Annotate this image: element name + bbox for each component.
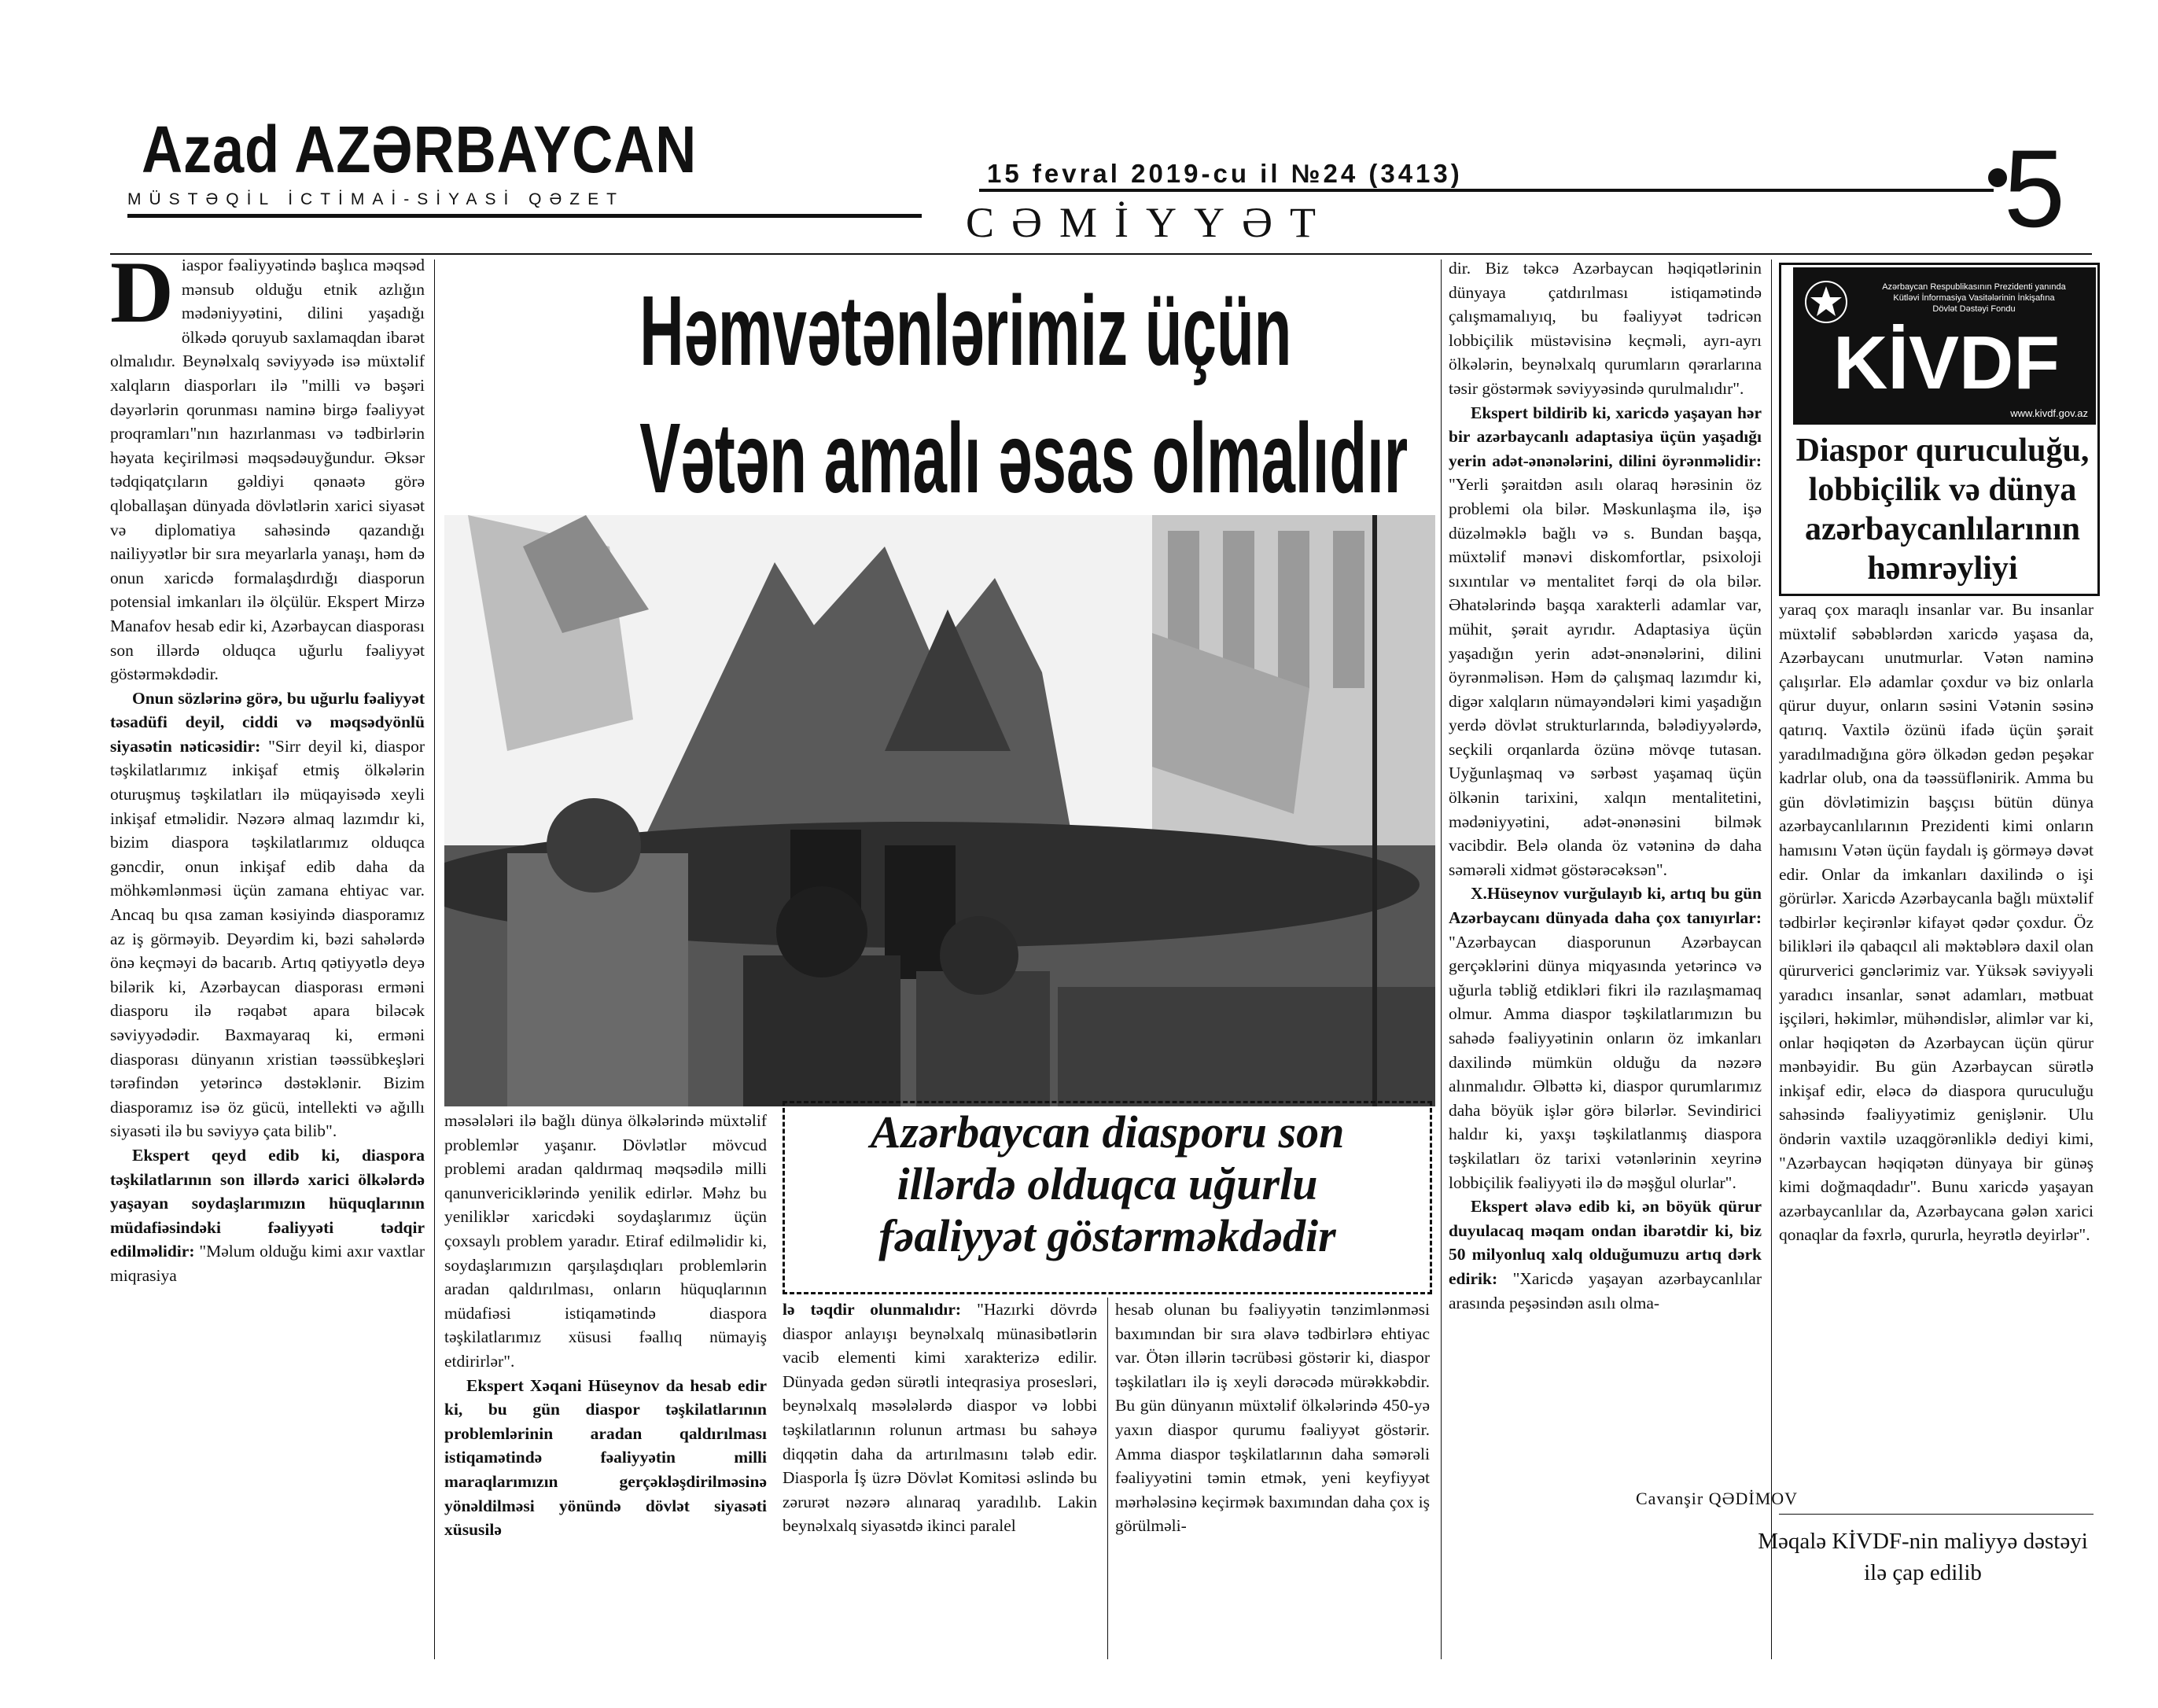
drop-cap: D [110, 244, 174, 341]
column-divider [1441, 260, 1442, 1659]
paragraph: "Yerli şəraitdən asılı olaraq hərəsinin öz problemi ola bilər. Məskunlaşma ilə, işə düzəlməklə bağlı və s. Bundan başqa, müxtəlif mənəvi diskomfortlar, psixoloji sıxıntılar və mentalitet fərqi də ola bilər. Əhatələrində başqa xarakterli adamlar var, mühit, şərait ayrıdır. Adaptasiya üçün yaşadığın yerin adət-ənənələrini, dilini öyrənməlisən. Həm də çalışmaq lazımdır ki, digər xalqların nümayəndələri kimi yaşadığın yerdə dövlət strukturlarında, bələdiyyələrdə, seçkili orqanlarda özünə mövqe tutasan. Uyğunlaşmaq və sərbəst yaşamaq üçün ölkənin tarixini, xalqın mentalitetini, mədəniyyətini, adət-ənənəsini bilmək vacibdir. Belə olanda öz vətəninə də daha səmərəli xidmət göstərəcəksən". [1449, 475, 1762, 879]
page-number: 5 [2004, 127, 2065, 250]
article-column-1 [110, 244, 425, 1288]
paragraph: "Xaricdə yaşayan azərbaycanlılar arasında peşəsindən asılı olma- [1449, 1268, 1762, 1312]
paragraph: "Azərbaycan diasporunun Azərbaycan gerçəklərini dünya miqyasında yetərincə və uğurla təbliğ etdikləri fikri ilə razılaşmamaq olmur. Amma diaspor təşkilatlarımızın bu sahədə fəaliyyətinin onların öz imkanları daxilində mümkün olduğu da nəzərə alınmalıdır. Əlbəttə ki, diaspor qurumlarımız daha böyük işlər görə bilərlər. Sevindirici haldır ki, yaxşı təşkilatlanmış diaspora təşkilatları öz tarixi vətənlərinin xeyrinə lobbiçilik fəaliyyəti ilə də məşğul olurlar". [1449, 932, 1762, 1192]
section-title: CƏMİYYƏT [966, 199, 1333, 246]
newspaper-subtitle: MÜSTƏQİL İCTİMAİ-SİYASİ QƏZET [127, 190, 624, 208]
paragraph: hesab olunan bu fəaliyyətin tənzimlənməsi baxımından bir sıra əlavə tədbirlərə ehtiyac var. Ötən illərin təcrübəsi göstərir ki, diaspor təşkilatları ilə iş xeyli dərəcədə mürəkkəbdir. Bu gün dünyanın müxtəlif ölkələrində 450-yə yaxın diaspor qurumu fəaliyyət göstərir. Amma diaspor təşkilatlarının daha səmərəli fəaliyyətini təmin etmək, yeni keyfiyyət mərhələsinə keçirmək baxımından daha çox iş görülməli- [1115, 1300, 1430, 1536]
paragraph-lead: Onun sözlərinə görə, bu uğurlu fəaliyyət təsadüfi deyil, ciddi və məqsədyönlü siyasətin nəticəsidir: [110, 688, 425, 756]
kivdf-header-line: Kütləvi İnformasiya Vasitələrinin İnkişafına [1893, 293, 2055, 303]
paragraph: yaraq çox maraqlı insanlar var. Bu insanlar müxtəlif səbəblərdən xaricdə yaşasa da, Azərbaycanı unutmurlar. Vətən naminə çalışırlar. Elə adamlar çoxdur və biz onlarla qürur duyur, onların səsini Vətənin səsinə qatırıq. Vaxtilə özünü ifadə üçün şərait yaradılmadığına görə ölkədən gedən peşəkar kadrlar olub, ona da təəssüflənirik. Amma bu gün dövlətimizin başçısı bütün dünya azərbaycanlılarının Prezidenti kimi onların hamısını Vətən üçün faydalı iş görməyə dəvət edir. Onlar da imkanları daxilində o işi görürlər. Xaricdə Azərbaycanla bağlı müxtəlif tədbirlər keçirənlər kifayət qədər çoxdur. Öz bilikləri ilə qabaqcıl ali məktəblərə daxil olan qürurverici gənclərimiz var. Yüksək səviyyəli yaradıcı insanlar, sənət adamları, mətbuat işçiləri, həkimlər, mühəndislər, alimlər var ki, onlar həqiqətən də Azərbaycan üçün qürur mənbəyidir. Bu gün Azərbaycan sürətlə inkişaf edir, eləcə də diaspora quruculuğu sahəsində fəaliyyətimiz genişlənir. Ulu öndərin vaxtilə uzaqgörənliklə dediyi kimi, "Azərbaycan həqiqətən dünyaya bir günəş kimi doğmaqdadır". Bunu xaricdə yaşayan azərbaycanlılar da, Azərbaycana gələn xarici qonaqlar da fəxrlə, qururla, heyrətlə deyirlər". [1779, 600, 2094, 1245]
author-signature: Cavanşir QƏDİMOV [1636, 1489, 1799, 1508]
main-headline [639, 267, 1409, 522]
column-divider [1107, 1298, 1108, 1659]
headline-line: Həmvətənlərimiz üçün [639, 275, 1292, 386]
article-column-2 [444, 1109, 767, 1542]
pull-quote-line: Azərbaycan diasporu son [870, 1106, 1345, 1158]
column-divider [434, 260, 435, 1659]
paragraph-lead: X.Hüseynov vurğulayıb ki, artıq bu gün Azərbaycanı dünyada daha çox tanıyırlar: [1449, 884, 1762, 928]
paragraph: "Hazırki dövrdə diaspor anlayışı beynəlxalq münasibətlərin vacib elementi kimi xarakterizə edilir. Dünyada gedən sürətli inteqrasiya prosesləri, beynəlxalq məsələlərdə diaspor və lobbi təşkilatlarının rolunun artması bu sahəyə diqqətin daha da artırılmasını tələb edir. Diasporla İş üzrə Dövlət Komitəsi əslində bu zərurət nəzərə alınaraq yaradılıb. Lakin beynəlxalq siyasətdə ikinci paralel [783, 1300, 1098, 1536]
article-column-5 [1449, 256, 1762, 1315]
pull-quote-box [783, 1101, 1432, 1294]
paragraph: məsələləri ilə bağlı dünya ölkələrində müxtəlif problemlər yaşanır. Dövlətlər mövcud problemi aradan qaldırmaq məqsədilə milli qanunvericiklərində yenilik edirlər. Məhz bu yeniliklər xaricdəki soydaşlarımız üçün çoxsaylı problem yaradır. Etiraf edilməlidir ki, soydaşlarımızın qarşılaşdıqları problemlərin aradan qaldırılması, onların hüquqlarının müdafiəsi istiqamətində diaspora təşkilatlarımız xüsusi fəallıq nümayiş etdirirlər". [444, 1111, 767, 1371]
article-column-4 [1115, 1298, 1430, 1538]
masthead-rule-right [979, 189, 1994, 192]
issue-date: 15 fevral 2019-cu il №24 (3413) [987, 159, 1463, 188]
paragraph-lead: Ekspert bildirib ki, xaricdə yaşayan hər bir azərbaycanlı adaptasiya üçün yaşadığı yerin adət-ənənələrini, dilini öyrənməlidir: [1449, 403, 1762, 470]
column-divider [1771, 260, 1772, 1659]
masthead-rule-left [127, 214, 922, 218]
paragraph: "Məlum olduğu kimi axır vaxtlar miqrasiya [110, 1242, 425, 1285]
kivdf-banner [1793, 267, 2096, 425]
signature-rule [1779, 1514, 2094, 1515]
newspaper-title: Azad AZƏRBAYCAN [142, 112, 698, 186]
article-column-6 [1779, 598, 2094, 1247]
pull-quote-line: fəaliyyət göstərməkdədir [878, 1210, 1336, 1261]
paragraph-lead: Ekspert əlavə edib ki, ən böyük qürur duyulacaq məqam ondan ibarətdir ki, biz 50 milyonluq xalq olduğumuzu artıq dərk edirik: [1449, 1197, 1762, 1288]
emblem-icon [1804, 280, 1848, 324]
sidebar-box-title: Diaspor quruculuğu, lobbiçilik və dünya azərbaycanlılarının həmrəyliyi [1795, 433, 2090, 587]
headline-line: Vətən amalı əsas olmalıdır [639, 403, 1409, 514]
kivdf-header-line: Azərbaycan Respublikasının Prezidenti yanında [1882, 282, 2066, 292]
sponsor-note: Məqalə KİVDF-nin maliyyə dəstəyi ilə çap edilib [1758, 1529, 2088, 1585]
paragraph: iaspor fəaliyyətində başlıca məqsəd mənsub olduğu etnik azlığın mədəniyyətini, dilini yaşadığı ölkədə qoruyub saxlamaqdan ibarət olmalıdır. Beynəlxalq səviyyədə isə müxtəlif xalqların diasporları ilə "milli və bəşəri dəyərlərin qorunması naminə birgə fəaliyyət proqramları"nın hazırlanması və tədbirlərin həyata keçirilməsi məqsədəuyğundur. Əksər tədqiqatçıların gəldiyi qənaətə görə qloballaşan dünyada dövlətlərin xarici siyasət və diplomatiya sahəsində qazandığı nailiyyətlər bir sıra meyarlarla yanaşı, həm də onun xaricdə formalaşdırdığı diasporun potensial imkanları ilə ölçülür. Ekspert Mirzə Manafov hesab edir ki, Azərbaycan diasporası son illərdə olduqca uğurlu fəaliyyət göstərməkdədir. [110, 256, 425, 684]
paragraph: "Sirr deyil ki, diaspor təşkilatlarımız inkişaf etmiş ölkələrin oturuşmuş təşkilatları ilə müqayisədə xeyli inkişaf etməlidir. Nəzərə almaq lazımdır ki, bizim diaspora təşkilatlarımız olduqca gəncdir, onun inkişaf edib daha da möhkəmlənməsi üçün zamana ehtiyac var. Ancaq bu qısa zaman kəsiyində diasporamız az iş görməyib. Deyərdim ki, bəzi sahələrdə önə keçməyi də bacarıb. Artıq qətiyyətlə deyə bilərik ki, Azərbaycan diasporası erməni diasporu ilə rəqabət apara biləcək səviyyədədir. Baxmayaraq ki, erməni diasporası dünyanın xristian təəssübkeşləri tərəfindən yetərincə dəstəklənir. Bizim diasporamız isə öz gücü, intellekti və ağıllı siyasəti ilə bu səviyyə çata bilib". [110, 736, 425, 1141]
pull-quote-line: illərdə olduqca uğurlu [897, 1158, 1318, 1209]
rally-photo-image [444, 515, 1435, 1106]
rally-photo [444, 515, 1435, 1106]
kivdf-url: www.kivdf.gov.az [2010, 407, 2088, 419]
paragraph-lead: lə təqdir olunmalıdır: [783, 1300, 962, 1319]
paragraph-lead: Ekspert Xəqani Hüseynov da hesab edir ki, bu gün diaspor təşkilatlarının problemlərinin aradan qaldırılması istiqamətində fəaliyyətin milli maraqlarımızın gerçəkləşdirilməsinə yönəldilməsi yönündə dövlət siyasəti xüsusilə [444, 1375, 767, 1540]
paragraph-lead: Ekspert qeyd edib ki, diaspora təşkilatlarının son illərdə xarici ölkələrdə yaşayan soydaşlarımızın hüquqlarının müdafiəsindəki fəaliyyəti tədqir edilməlidir: [110, 1145, 425, 1261]
kivdf-header-line: Dövlət Dəstəyi Fondu [1932, 304, 2016, 314]
paragraph: dir. Biz təkcə Azərbaycan həqiqətlərinin dünyaya çatdırılması istiqamətində çalışmamalıyıq, bu fəaliyyət tədricən lobbiçilik müstəvisinə keçməli, ayrı-ayrı ölkələrin, beynəlxalq qurumların qərarlarına təsir göstərmək səviyyəsində qurulmalıdır". [1449, 259, 1762, 398]
kivdf-logo: KİVDF [1833, 321, 2060, 405]
article-column-3 [783, 1298, 1097, 1538]
